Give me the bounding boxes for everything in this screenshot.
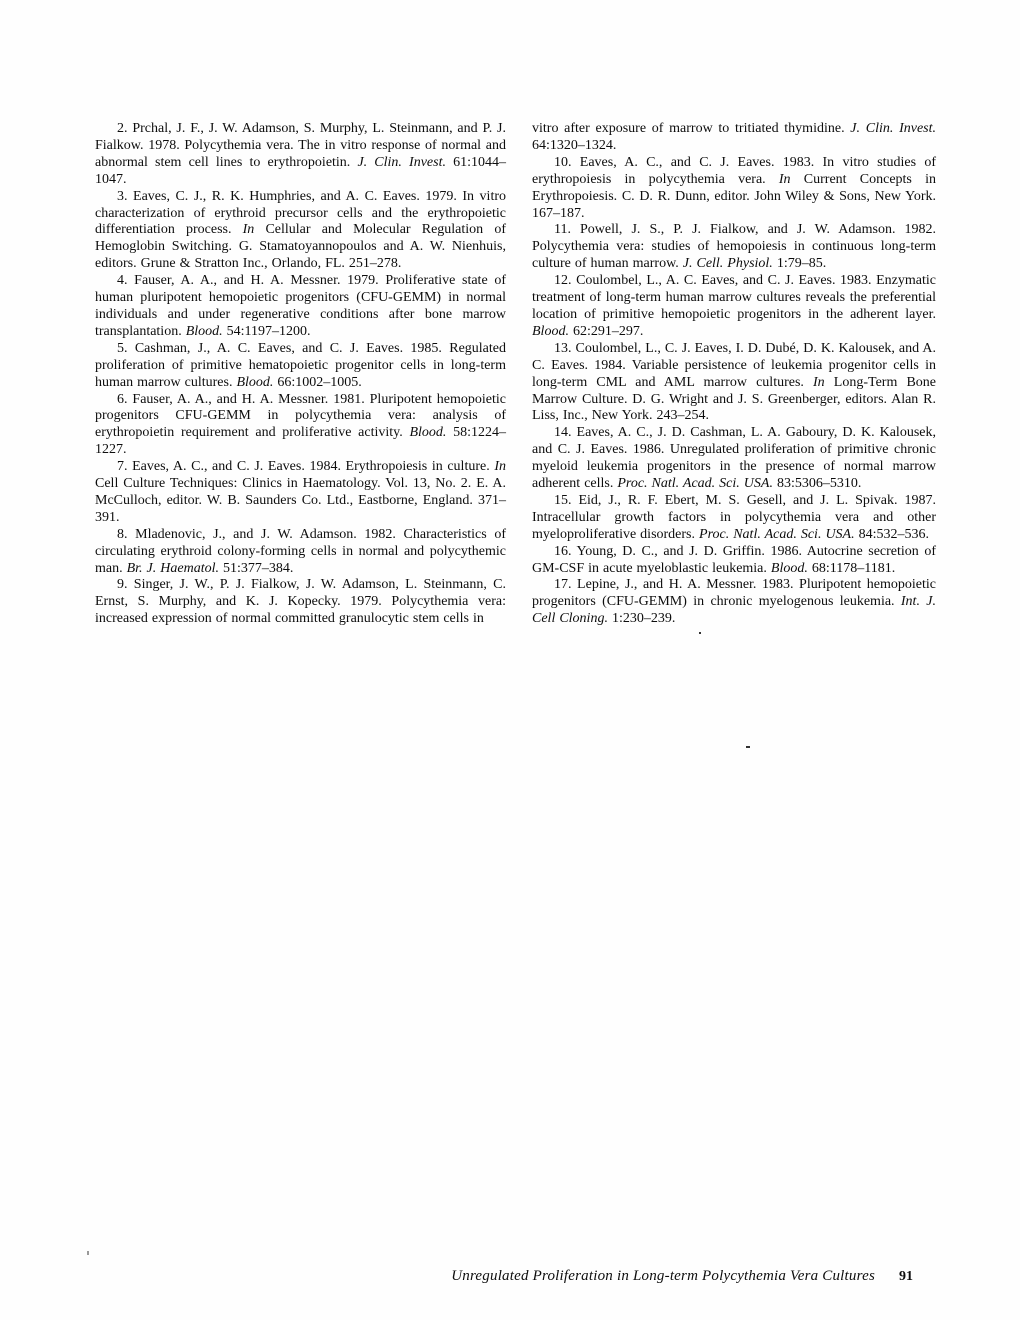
- reference-item-9-continued: [532, 121, 936, 155]
- reference-text: 83:5306–5310.: [772, 476, 862, 492]
- reference-journal-name: Blood.: [532, 323, 569, 339]
- reference-journal-name: Proc. Natl. Acad. Sci. USA.: [699, 526, 855, 542]
- reference-item-10: [532, 155, 936, 223]
- scan-speck: [87, 1251, 89, 1255]
- reference-item-4: [95, 273, 506, 341]
- reference-journal-name: Blood.: [409, 425, 447, 441]
- reference-text: vitro after exposure of marrow to tritiated thymidine.: [532, 121, 851, 136]
- reference-text: 54:1197–1200.: [222, 323, 311, 339]
- reference-journal-name: In: [778, 171, 791, 187]
- reference-item-15: [532, 493, 936, 544]
- page-footer: [451, 1268, 913, 1285]
- reference-text: 2. Prchal, J. F., J. W. Adamson, S. Murphy, L. Steinmann, and P. J. Fialkow. 1978. Polycythemia vera. The in vitro response of normal and abnormal stem cell lines to erythropoietin.: [95, 121, 506, 170]
- reference-text: 51:377–384.: [219, 560, 294, 576]
- scan-speck: [699, 632, 701, 634]
- reference-journal-name: In: [242, 222, 255, 238]
- reference-item-6: [95, 392, 506, 460]
- reference-item-11: [532, 222, 936, 273]
- reference-text: 61:1044–1047.: [95, 154, 507, 187]
- reference-item-8: [95, 527, 506, 578]
- reference-item-16: [532, 544, 936, 578]
- reference-text: Long-Term Bone Marrow Culture. D. G. Wright and J. S. Greenberger, editors. Alan R. Liss, Inc., New York. 243–254.: [532, 374, 936, 424]
- running-title: Unregulated Proliferation in Long-term Polycythemia Vera Cultures: [451, 1268, 875, 1284]
- reference-journal-name: Int. J. Cell Cloning.: [532, 594, 936, 627]
- references-column-right: [532, 121, 936, 628]
- reference-text: Cellular and Molecular Regulation of Hemoglobin Switching. G. Stamatoyannopoulos and A. W. Nienhuis, editors. Grune & Stratton Inc., Orlando, FL. 251–278.: [95, 222, 506, 272]
- reference-text: 1:230–239.: [607, 611, 676, 627]
- reference-text: 7. Eaves, A. C., and C. J. Eaves. 1984. Erythropoiesis in culture.: [117, 459, 495, 475]
- reference-text: Cell Culture Techniques: Clinics in Haematology. Vol. 13, No. 2. E. A. McCulloch, editor. W. B. Saunders Co. Ltd., Eastborne, England. 371–391.: [95, 476, 506, 525]
- reference-text: 5. Cashman, J., A. C. Eaves, and C. J. Eaves. 1985. Regulated proliferation of primitive hematopoietic progenitor cells in long-term human marrow cultures.: [95, 340, 506, 390]
- reference-journal-name: J. Clin. Invest.: [357, 154, 446, 170]
- reference-journal-name: Blood.: [770, 560, 808, 576]
- reference-text: 66:1002–1005.: [273, 374, 362, 390]
- reference-item-7: [95, 459, 506, 527]
- reference-item-5: [95, 341, 506, 392]
- reference-text: 16. Young, D. C., and J. D. Griffin. 1986. Autocrine secretion of GM-CSF in acute myeloblastic leukemia.: [532, 543, 936, 576]
- reference-item-12: [532, 273, 936, 341]
- reference-item-17: [532, 577, 936, 628]
- reference-text: 4. Fauser, A. A., and H. A. Messner. 1979. Proliferative state of human pluripotent hemopoietic progenitors (CFU-GEMM) in normal individuals and under regenerative conditions after bone marrow transplantation.: [95, 273, 506, 339]
- reference-text: 12. Coulombel, L., A. C. Eaves, and C. J. Eaves. 1983. Enzymatic treatment of long-term human marrow cultures reveals the preferential location of primitive hemopoietic progenitors in the adherent layer.: [532, 273, 936, 322]
- reference-text: 62:291–297.: [568, 323, 644, 339]
- reference-text: 84:532–536.: [854, 526, 929, 542]
- reference-text: 9. Singer, J. W., P. J. Fialkow, J. W. Adamson, L. Steinmann, C. Ernst, S. Murphy, and K. J. Kopecky. 1979. Polycythemia vera: increased expression of normal committed granulocytic stem cells in: [95, 577, 506, 627]
- reference-text: 8. Mladenovic, J., and J. W. Adamson. 1982. Characteristics of circulating erythroid colony-forming cells in normal and polycythemic man.: [95, 526, 506, 576]
- reference-text: 14. Eaves, A. C., J. D. Cashman, L. A. Gaboury, D. K. Kalousek, and C. J. Eaves. 1986. Unregulated proliferation of primitive chronic myeloid leukemia progenitors in the presence of normal marrow adherent cells.: [532, 425, 936, 492]
- reference-text: 64:1320–1324.: [532, 137, 617, 153]
- reference-item-9: [95, 577, 506, 628]
- references-column-left: [95, 121, 506, 628]
- reference-text: 68:1178–1181.: [807, 560, 896, 576]
- reference-journal-name: Proc. Natl. Acad. Sci. USA.: [617, 476, 773, 492]
- reference-journal-name: Blood.: [236, 374, 274, 390]
- reference-journal-name: Blood.: [185, 323, 223, 339]
- reference-text: 11. Powell, J. S., P. J. Fialkow, and J. W. Adamson. 1982. Polycythemia vera: studies of hemopoiesis in continuous long-term culture of human marrow.: [532, 222, 936, 272]
- reference-journal-name: J. Clin. Invest.: [850, 121, 936, 136]
- scan-speck: [746, 746, 750, 748]
- reference-text: 13. Coulombel, L., C. J. Eaves, I. D. Dubé, D. K. Kalousek, and A. C. Eaves. 1984. Variable persistence of leukemia progenitor cells in long-term CML and AML marrow cultures.: [532, 340, 936, 390]
- reference-text: 58:1224–1227.: [95, 425, 506, 458]
- reference-text: 1:79–85.: [772, 256, 827, 272]
- reference-text: 6. Fauser, A. A., and H. A. Messner. 1981. Pluripotent hemopoietic progenitors CFU-GEMM in polycythemia vera: analysis of erythropoietin requirement and proliferative activity.: [95, 391, 506, 441]
- reference-journal-name: J. Cell. Physiol.: [682, 256, 773, 272]
- reference-text: 3. Eaves, C. J., R. K. Humphries, and A. C. Eaves. 1979. In vitro characterization of erythroid precursor cells and the erythropoietic differentiation process.: [95, 188, 506, 238]
- reference-text: 10. Eaves, A. C., and C. J. Eaves. 1983. In vitro studies of erythropoiesis in polycythemia vera.: [532, 154, 936, 187]
- reference-text: Current Concepts in Erythropoiesis. C. D. R. Dunn, editor. John Wiley & Sons, New York. 167–187.: [532, 171, 936, 221]
- reference-item-14: [532, 425, 936, 493]
- reference-journal-name: In: [813, 374, 825, 390]
- reference-item-13: [532, 341, 936, 426]
- page-number: 91: [899, 1269, 913, 1284]
- reference-journal-name: In: [494, 459, 506, 475]
- reference-text: 17. Lepine, J., and H. A. Messner. 1983. Pluripotent hemopoietic progenitors (CFU-GEMM) in chronic myelogenous leukemia.: [532, 577, 936, 610]
- reference-item-3: [95, 189, 506, 274]
- reference-journal-name: Br. J. Haematol.: [126, 560, 219, 576]
- reference-item-2: [95, 121, 506, 189]
- reference-text: 15. Eid, J., R. F. Ebert, M. S. Gesell, and J. L. Spivak. 1987. Intracellular growth factors in polycythemia vera and other myeloproliferative disorders.: [532, 492, 936, 542]
